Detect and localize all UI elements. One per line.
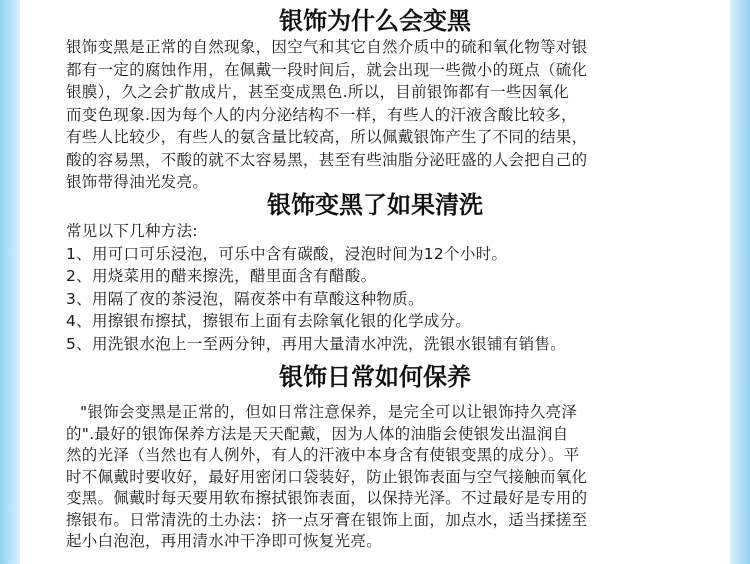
- text-line: 酸的容易黑，不酸的就不太容易黑，甚至有些油脂分泌旺盛的人会把自己的: [66, 150, 588, 169]
- list-item: 5、用洗银水泡上一至两分钟，再用大量清水冲洗，洗银水银铺有销售。: [66, 334, 566, 353]
- text-line: 变黑。佩戴时每天要用软布擦拭银饰表面，以保持光泽。不过最好是专用的: [66, 489, 588, 507]
- method-list: [20, 243, 730, 356]
- section-title: 银饰为什么会变黑: [279, 6, 471, 35]
- text-line: 擦银布。日常清洗的土办法：挤一点牙膏在银饰上面，加点水，适当揉搓至: [66, 510, 588, 529]
- intro-text: 常见以下几种方法:: [66, 222, 198, 240]
- article-page: [20, 0, 730, 564]
- text-line: 银膜），久之会扩散成片，甚至变成黑色.所以，目前银饰都有一些因氧化: [66, 83, 570, 101]
- section-title: 银饰日常如何保养: [279, 362, 471, 391]
- paragraph: [20, 36, 730, 194]
- list-item: 3、用隔了夜的茶浸泡，隔夜茶中有草酸这种物质。: [66, 289, 424, 308]
- paragraph: [20, 402, 730, 553]
- text-line: 都有一定的腐蚀作用，在佩戴一段时间后，就会出现一些微小的斑点（硫化: [66, 60, 588, 79]
- text-line: 起小白泡泡，再用清水冲干净即可恢复光亮。: [66, 532, 383, 550]
- text-line: 而变色现象.因为每个人的内分泌结构不一样，有些人的汗液含酸比较多，: [66, 105, 577, 124]
- section-title: 银饰变黑了如果清洗: [267, 190, 483, 219]
- section-why-silver-darkens: [20, 6, 730, 194]
- text-line: "银饰会变黑是正常的，但如日常注意保养，是完全可以让银饰持久亮泽: [80, 403, 578, 421]
- left-border: [0, 0, 20, 564]
- text-line: 然的光泽（当然也有人例外，有人的汗液中本身含有使银变黑的成分）。平: [66, 446, 580, 464]
- list-item: 4、用擦银布擦拭，擦银布上面有去除氧化银的化学成分。: [66, 312, 472, 330]
- text-line: 时不佩戴时要收好，最好用密闭口袋装好，防止银饰表面与空气接触而氧化: [66, 467, 588, 486]
- section-daily-care: [20, 362, 730, 553]
- list-item: 2、用烧菜用的醋来擦洗，醋里面含有醋酸。: [66, 267, 377, 285]
- list-item: 1、用可口可乐浸泡，可乐中含有碳酸，浸泡时间为12个小时。: [66, 244, 508, 263]
- text-line: 的".最好的银饰保养方法是天天配戴，因为人体的油脂会使银发出温润自: [66, 424, 569, 443]
- text-line: 银饰带得油光发亮。: [66, 173, 209, 191]
- section-cleaning-methods: [20, 190, 730, 355]
- text-line: 银饰变黑是正常的自然现象，因空气和其它自然介质中的硫和氧化物等对银: [66, 38, 588, 56]
- text-line: 有些人比较少，有些人的氨含量比较高，所以佩戴银饰产生了不同的结果，: [66, 128, 588, 146]
- right-border: [730, 0, 750, 564]
